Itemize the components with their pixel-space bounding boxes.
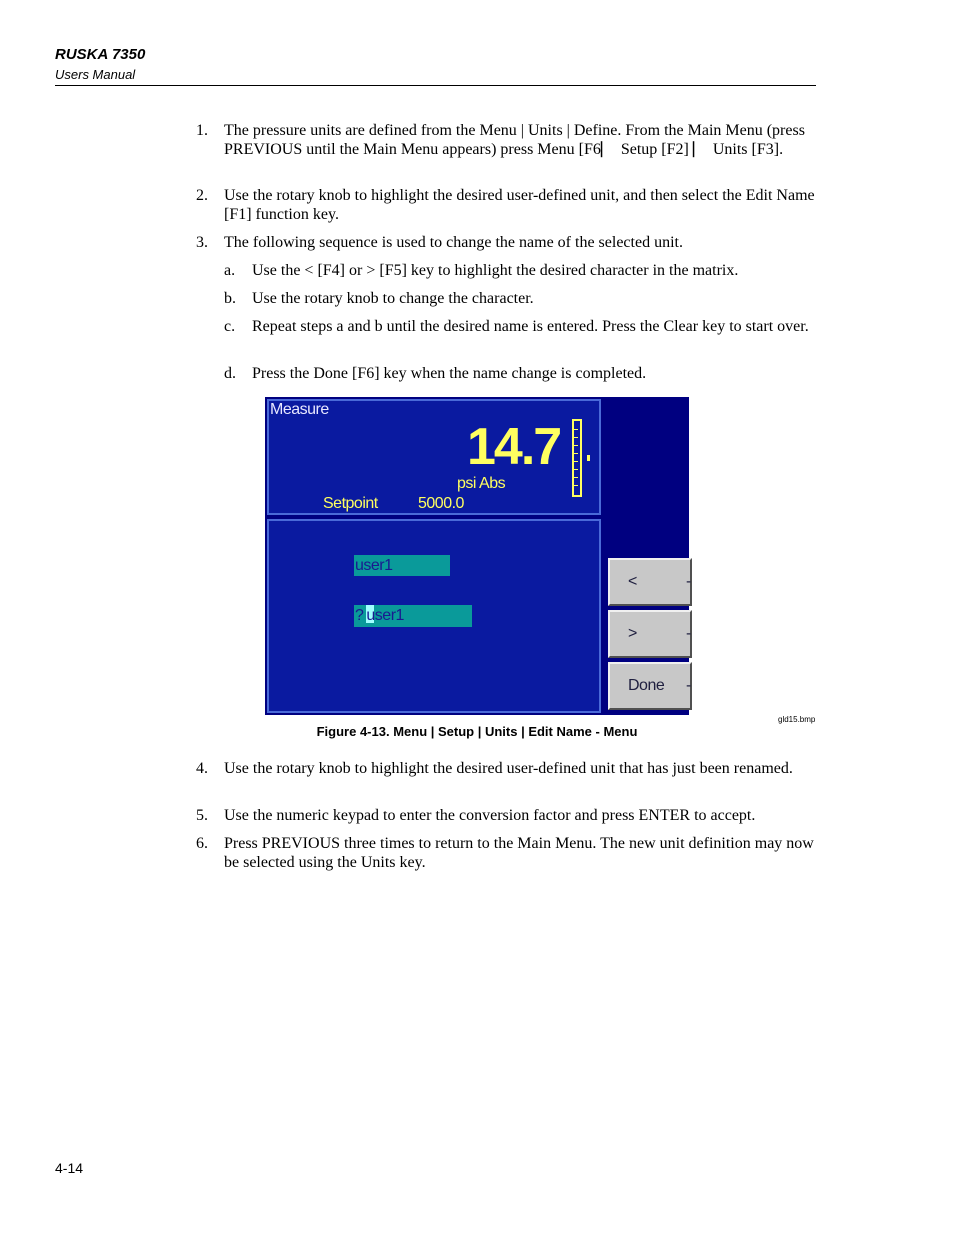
edit-prefix: ? xyxy=(355,607,364,624)
setpoint-value: 5000.0 xyxy=(418,495,464,512)
step-text: The pressure units are defined from the Menu | Units | Define. From the Main Menu (press PREVIOUS until the Main Menu appears) press Menu [F6⎸ Setup [F2] ⎸ Units [F3]. xyxy=(224,122,805,158)
substep-letter: b. xyxy=(224,290,236,307)
step-6 xyxy=(196,834,821,872)
right-key-button[interactable] xyxy=(608,610,692,658)
header-rule xyxy=(55,85,816,86)
substep-text: Press the Done [F6] key when the name change is completed. xyxy=(252,365,647,382)
step-text: The following sequence is used to change the name of the selected unit. xyxy=(224,234,683,251)
edit-name-field[interactable] xyxy=(354,605,472,627)
substep-c xyxy=(224,317,814,336)
step-text: Press PREVIOUS three times to return to the Main Menu. The new unit definition may now be selected using the Units key. xyxy=(224,835,814,871)
step-number: 5. xyxy=(196,807,208,824)
manual-title: RUSKA 7350 xyxy=(55,46,146,63)
step-number: 1. xyxy=(196,122,208,139)
substep-letter: a. xyxy=(224,262,236,279)
left-key-button[interactable] xyxy=(608,558,692,606)
step-2 xyxy=(196,186,821,224)
pressure-reading: 14.7 xyxy=(467,418,561,476)
unit-name-field[interactable]: user1 xyxy=(354,555,450,576)
step-text: Use the rotary knob to highlight the desired user-defined unit that has just been renamed. xyxy=(224,760,793,777)
pressure-unit: psi Abs xyxy=(457,475,506,492)
step-text: Use the rotary knob to highlight the desired user-defined unit, and then select the Edit Name [F1] function key. xyxy=(224,187,815,223)
key-dash: - xyxy=(686,625,692,642)
setpoint-label: Setpoint xyxy=(323,495,378,512)
figure-file-id: gld15.bmp xyxy=(778,715,816,724)
step-5 xyxy=(196,806,821,825)
gauge-pointer xyxy=(587,455,590,461)
step-number: 2. xyxy=(196,187,208,204)
page-number: 4-14 xyxy=(55,1160,84,1176)
pressure-gauge-bar xyxy=(572,419,582,497)
substep-d xyxy=(224,364,814,383)
key-dash: - xyxy=(686,573,692,590)
step-1 xyxy=(196,121,821,159)
substep-letter: d. xyxy=(224,365,236,382)
device-screen xyxy=(265,397,692,715)
substep-text: Use the rotary knob to change the character. xyxy=(252,290,534,307)
screen-title: Measure xyxy=(270,401,329,418)
figure-caption: Figure 4-13. Menu | Setup | Units | Edit Name - Menu xyxy=(316,724,638,739)
substep-a xyxy=(224,261,814,280)
key-label: > xyxy=(628,625,637,642)
step-number: 6. xyxy=(196,835,208,852)
edit-value: user1 xyxy=(366,607,404,624)
substep-text: Repeat steps a and b until the desired name is entered. Press the Clear key to start over. xyxy=(252,318,809,335)
key-label: Done xyxy=(628,677,665,694)
key-dash: - xyxy=(686,677,692,694)
manual-subtitle: Users Manual xyxy=(55,67,136,82)
substep-b xyxy=(224,289,814,308)
key-label: < xyxy=(628,573,637,590)
substep-text: Use the < [F4] or > [F5] key to highlight the desired character in the matrix. xyxy=(252,262,739,279)
substep-letter: c. xyxy=(224,318,236,335)
step-number: 4. xyxy=(196,760,208,777)
step-4 xyxy=(196,759,821,778)
step-3 xyxy=(196,233,821,252)
done-key-button[interactable] xyxy=(608,662,692,710)
step-number: 3. xyxy=(196,234,208,251)
step-text: Use the numeric keypad to enter the conversion factor and press ENTER to accept. xyxy=(224,807,756,824)
